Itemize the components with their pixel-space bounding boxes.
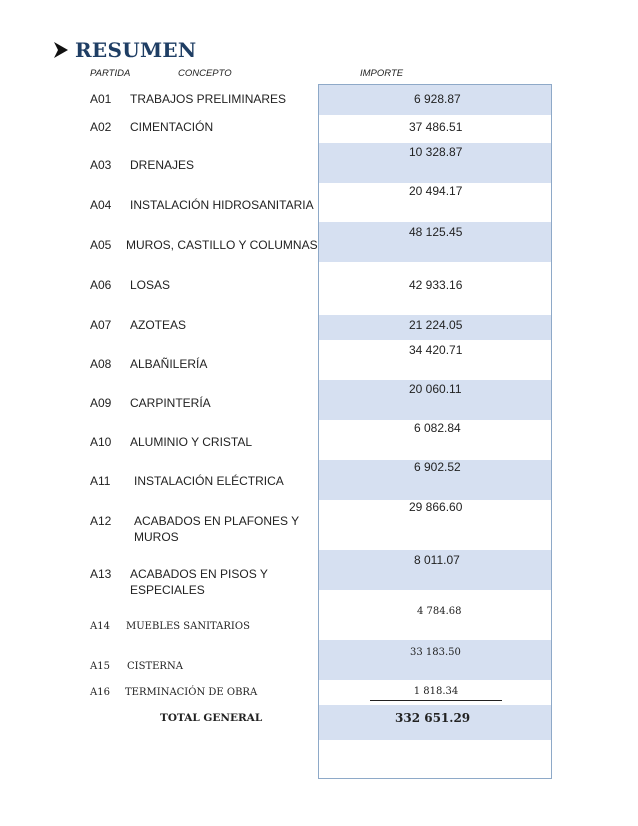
row-concept: ALUMINIO Y CRISTAL xyxy=(130,435,253,449)
row-concept-cont: ESPECIALES xyxy=(130,583,205,597)
row-code: A13 xyxy=(90,567,112,581)
column-header-importe: IMPORTE xyxy=(360,68,404,79)
row-code: A04 xyxy=(90,198,112,212)
row-code: A05 xyxy=(90,238,112,252)
total-label: TOTAL GENERAL xyxy=(160,712,263,724)
row-amount: 29 866.60 xyxy=(409,500,463,514)
row-code: A11 xyxy=(90,474,111,488)
column-header-concepto: CONCEPTO xyxy=(178,68,232,79)
row-concept: CISTERNA xyxy=(127,661,183,672)
heading xyxy=(50,37,197,63)
row-concept-cont: MUROS xyxy=(134,530,179,544)
row-concept: AZOTEAS xyxy=(130,318,187,332)
row-code: A15 xyxy=(90,661,110,672)
row-concept: TERMINACIÓN DE OBRA xyxy=(125,687,258,698)
row-amount: 6 928.87 xyxy=(414,92,461,106)
row-code: A14 xyxy=(90,621,110,632)
row-code: A10 xyxy=(90,435,112,449)
row-amount: 6 902.52 xyxy=(414,460,461,474)
row-band xyxy=(319,640,551,680)
row-concept: TRABAJOS PRELIMINARES xyxy=(130,92,287,106)
row-code: A12 xyxy=(90,514,112,528)
arrow-bullet-icon xyxy=(50,39,72,61)
total-amount: 332 651.29 xyxy=(395,711,471,725)
row-code: A09 xyxy=(90,396,112,410)
row-code: A08 xyxy=(90,357,112,371)
row-concept: ALBAÑILERÍA xyxy=(130,357,208,371)
row-concept: MUROS, CASTILLO Y COLUMNAS xyxy=(126,238,318,252)
row-amount: 10 328.87 xyxy=(409,145,463,159)
row-amount: 20 060.11 xyxy=(409,382,462,396)
row-code: A02 xyxy=(90,120,112,134)
heading-title: RESUMEN xyxy=(75,38,197,62)
row-code: A01 xyxy=(90,92,112,106)
row-amount: 33 183.50 xyxy=(410,647,461,658)
row-amount: 48 125.45 xyxy=(409,225,463,239)
row-code: A03 xyxy=(90,158,112,172)
row-concept: DRENAJES xyxy=(130,158,195,172)
row-amount: 6 082.84 xyxy=(414,421,461,435)
row-amount: 1 818.34 xyxy=(370,686,502,701)
row-concept: ACABADOS EN PISOS Y xyxy=(130,567,268,581)
row-amount: 37 486.51 xyxy=(409,120,463,134)
row-amount: 34 420.71 xyxy=(409,343,463,357)
column-header-partida: PARTIDA xyxy=(90,68,131,79)
row-concept: INSTALACIÓN HIDROSANITARIA xyxy=(130,198,314,212)
row-amount: 4 784.68 xyxy=(417,606,462,617)
row-amount: 42 933.16 xyxy=(409,278,463,292)
row-amount: 21 224.05 xyxy=(409,318,463,332)
row-amount: 20 494.17 xyxy=(409,184,463,198)
row-concept: MUEBLES SANITARIOS xyxy=(126,621,250,632)
row-concept: ACABADOS EN PLAFONES Y xyxy=(134,514,300,528)
row-concept: CIMENTACIÓN xyxy=(130,120,214,134)
row-concept: INSTALACIÓN ELÉCTRICA xyxy=(134,474,284,488)
row-code: A07 xyxy=(90,318,112,332)
row-amount: 8 011.07 xyxy=(414,553,460,567)
row-code: A06 xyxy=(90,278,112,292)
row-concept: CARPINTERÍA xyxy=(130,396,211,410)
row-code: A16 xyxy=(90,687,110,698)
row-concept: LOSAS xyxy=(130,278,171,292)
